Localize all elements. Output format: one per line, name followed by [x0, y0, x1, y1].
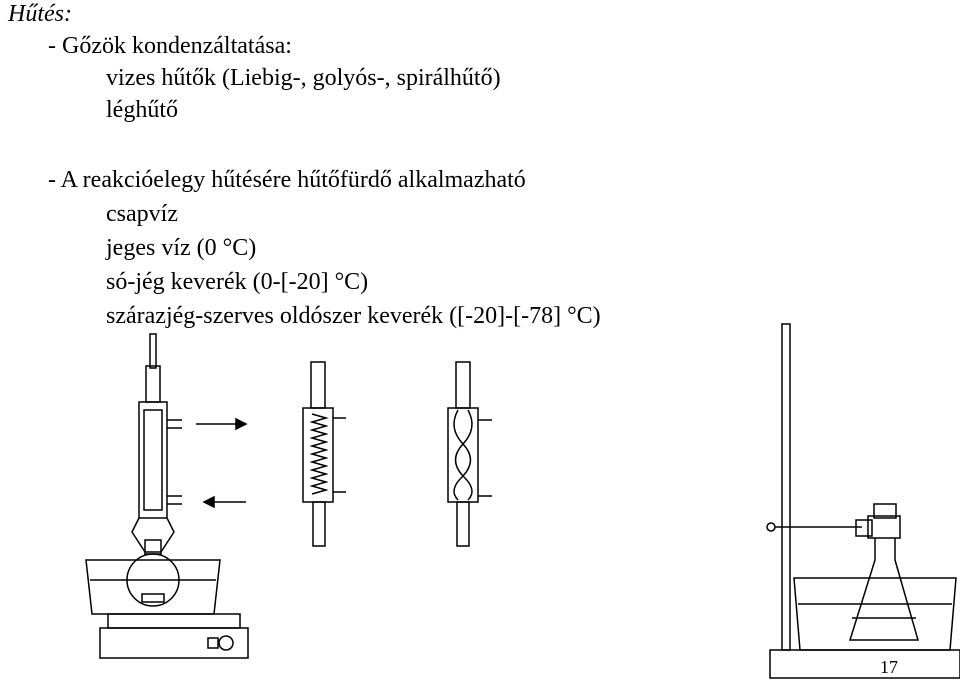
reflux-apparatus-drawing [86, 334, 248, 658]
item-air-condenser: léghűtő [106, 97, 178, 123]
item-water-condensers: vizes hűtők (Liebig-, golyós-, spirálhűtő) [106, 65, 501, 91]
bullet-cooling-bath: - A reakcióelegy hűtésére hűtőfürdő alkalmazható [48, 167, 526, 193]
coil-condenser-drawing [303, 362, 346, 546]
bulb-condenser-drawing [448, 362, 492, 546]
item-tap-water: csapvíz [106, 201, 178, 227]
item-ice-water: jeges víz (0 °C) [106, 235, 257, 261]
item-dry-ice-solvent: szárazjég-szerves oldószer keverék ([-20]-[-78] °C) [106, 303, 601, 329]
flow-arrows [196, 419, 246, 507]
item-salt-ice: só-jég keverék (0-[-20] °C) [106, 269, 369, 295]
ring-stand-drawing [767, 324, 960, 678]
page-number: 17 [880, 657, 898, 677]
slide-title: Hűtés: [8, 1, 72, 27]
bullet-vapor-condensation: - Gőzök kondenzáltatása: [48, 33, 292, 59]
